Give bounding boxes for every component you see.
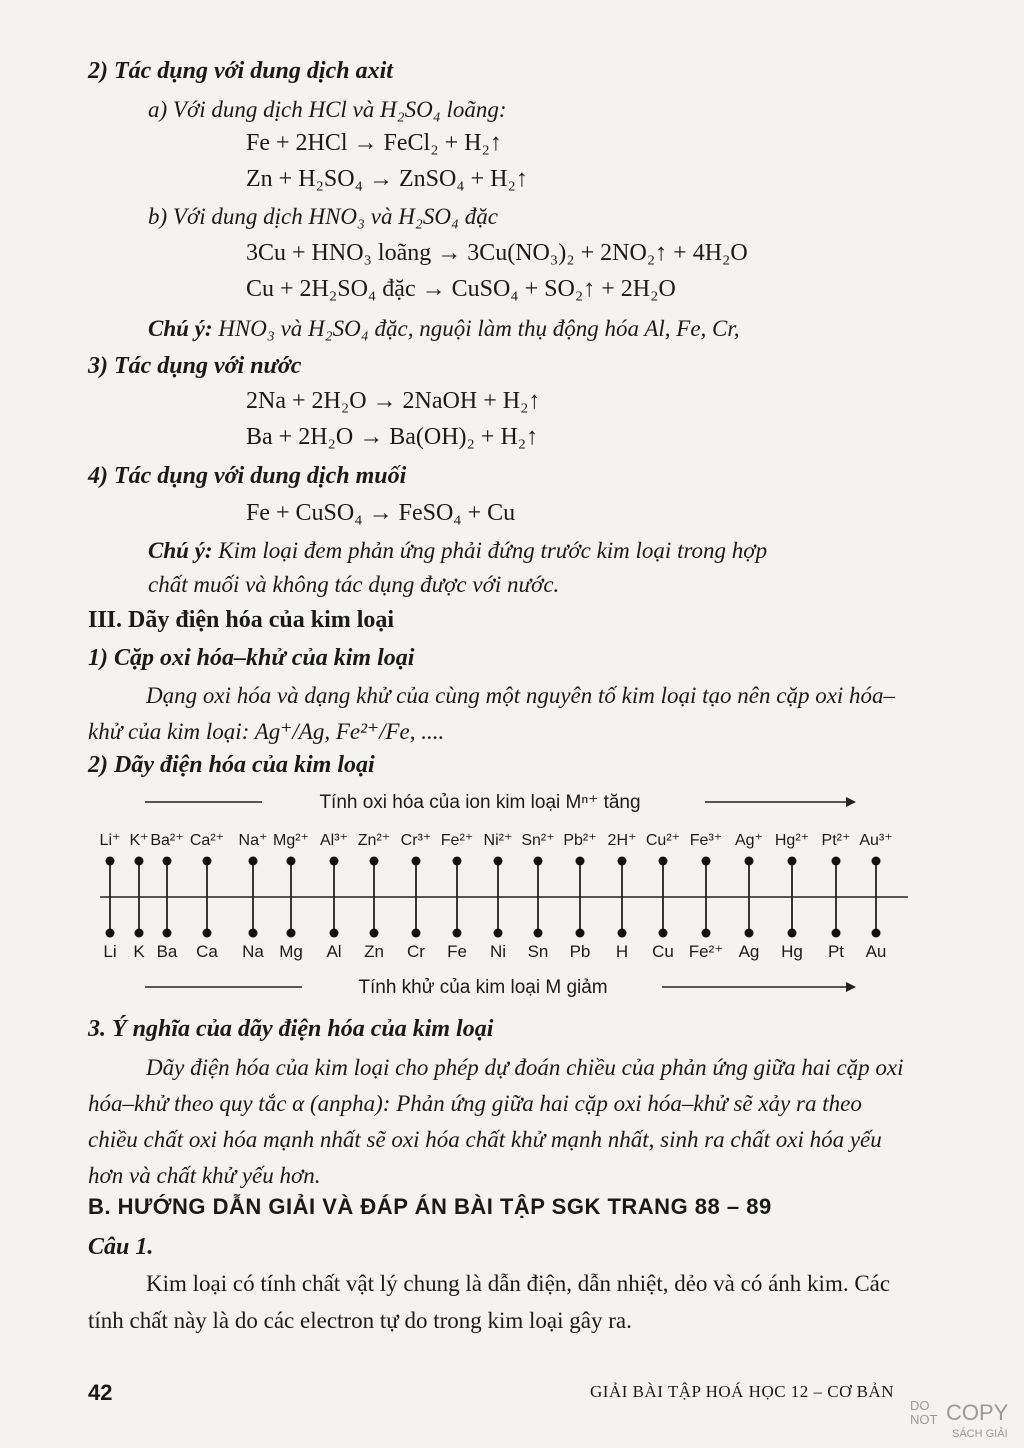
- note-text: HNO₃ và H₂SO₄ đặc, nguội làm thụ động hóa Al, Fe, Cr,: [218, 316, 740, 341]
- ion-dot: [370, 857, 379, 866]
- metal-label: Pb: [569, 942, 591, 961]
- metal-dot: [163, 929, 172, 938]
- equation-cu-hno3: 3Cu + HNO₃ loãng → 3Cu(NO₃)₂ + 2NO₂↑ + 4H₂O: [246, 240, 748, 266]
- metal-dot: [135, 929, 144, 938]
- ion-label: Ca²⁺: [189, 832, 225, 849]
- ion-label: Fe³⁺: [689, 832, 723, 849]
- ion-dot: [618, 857, 627, 866]
- reduction-arrow-head: [846, 982, 856, 992]
- metal-dot: [453, 929, 462, 938]
- subsection-2-title: 2) Dãy điện hóa của kim loại: [88, 752, 375, 778]
- metal-label: Hg: [781, 942, 803, 961]
- metal-label: Ag: [738, 942, 760, 961]
- ion-dot: [534, 857, 543, 866]
- ion-label: Ba²⁺: [150, 832, 184, 849]
- metal-dot: [534, 929, 543, 938]
- metal-dot: [788, 929, 797, 938]
- equation-fe-hcl: Fe + 2HCl → FeCl₂ + H₂↑: [246, 130, 502, 156]
- sec2-item-a: a) Với dung dịch HCl và H₂SO₄ loãng:: [148, 97, 507, 122]
- ion-dot: [832, 857, 841, 866]
- ion-dot: [287, 857, 296, 866]
- watermark-site: SÁCH GIẢI: [952, 1428, 1008, 1440]
- metal-label: Sn: [527, 942, 549, 961]
- watermark-logo: [908, 1398, 1020, 1444]
- book-title: GIẢI BÀI TẬP HOÁ HỌC 12 – CƠ BẢN: [590, 1382, 895, 1401]
- metal-label: Na: [242, 942, 264, 961]
- equation-ba-h2o: Ba + 2H₂O → Ba(OH)₂ + H₂↑: [246, 424, 539, 450]
- metal-label: Au: [865, 942, 887, 961]
- ion-dot: [745, 857, 754, 866]
- ion-label: Pt²⁺: [821, 832, 851, 849]
- equation-na-h2o: 2Na + 2H₂O → 2NaOH + H₂↑: [246, 388, 541, 414]
- metal-label: Fe: [447, 942, 467, 961]
- sec2-note: [148, 316, 740, 342]
- question-1-title: Câu 1.: [88, 1234, 154, 1260]
- subsection-3-text: Dãy điện hóa của kim loại cho phép dự đoán chiều của phản ứng giữa hai cặp oxi hóa–khử theo quy tắc α (anpha): Phản ứng giữa hai cặp oxi hóa–khử sẽ xảy ra theo chiều chất oxi hóa mạnh nhất sẽ oxi hóa chất khử mạnh nhất, sinh ra chất oxi hóa yếu hơn và chất khử yếu hơn.: [88, 1055, 904, 1188]
- oxidation-arrow-head: [846, 797, 856, 807]
- metal-dot: [249, 929, 258, 938]
- subsection-1-text: Dạng oxi hóa và dạng khử của cùng một nguyên tố kim loại tạo nên cặp oxi hóa–khử của kim loại: Ag⁺/Ag, Fe²⁺/Fe, ....: [88, 683, 896, 744]
- metal-dot: [659, 929, 668, 938]
- ion-label: Zn²⁺: [357, 832, 391, 849]
- metal-label: Zn: [364, 942, 384, 961]
- page-number: 42: [88, 1380, 113, 1405]
- metal-dot: [494, 929, 503, 938]
- oxidation-trend-label: Tính oxi hóa của ion kim loại Mⁿ⁺ tăng: [319, 792, 641, 813]
- ion-dot: [135, 857, 144, 866]
- question-1-answer: Kim loại có tính chất vật lý chung là dẫn điện, dẫn nhiệt, dẻo và có ánh kim. Các tính chất này là do các electron tự do trong kim loại gây ra.: [88, 1271, 891, 1333]
- ion-dot: [702, 857, 711, 866]
- metal-label: Li: [103, 942, 117, 961]
- metal-dot: [872, 929, 881, 938]
- note-label: Chú ý:: [148, 316, 213, 341]
- watermark-do: DO: [910, 1398, 930, 1413]
- ion-label: Al³⁺: [320, 832, 348, 849]
- metal-dot: [576, 929, 585, 938]
- ion-label: Sn²⁺: [521, 832, 555, 849]
- sec2-item-b: b) Với dung dịch HNO₃ và H₂SO₄ đặc: [148, 204, 498, 229]
- ion-dot: [106, 857, 115, 866]
- section-2-title: 2) Tác dụng với dung dịch axit: [88, 58, 393, 84]
- ion-label: Cu²⁺: [645, 832, 681, 849]
- ion-dot: [576, 857, 585, 866]
- ion-label: Mg²⁺: [273, 832, 309, 849]
- ion-dot: [872, 857, 881, 866]
- ion-label: Pb²⁺: [563, 832, 597, 849]
- ion-label: Fe²⁺: [440, 832, 474, 849]
- metal-label: Mg: [279, 942, 303, 961]
- ion-label: Hg²⁺: [774, 832, 810, 849]
- ion-dot: [494, 857, 503, 866]
- ion-label: Na⁺: [238, 832, 268, 849]
- metal-dot: [702, 929, 711, 938]
- section-4-title: 4) Tác dụng với dung dịch muối: [88, 463, 407, 489]
- ion-dot: [412, 857, 421, 866]
- metal-dot: [330, 929, 339, 938]
- metal-label: Pt: [827, 942, 845, 961]
- metal-label: Cr: [407, 942, 425, 961]
- ion-label: Li⁺: [99, 832, 121, 849]
- note-text: Kim loại đem phản ứng phải đứng trước kim loại trong hợp: [218, 538, 768, 563]
- metal-label: Ca: [196, 942, 218, 961]
- metal-label: Fe²⁺: [688, 942, 724, 961]
- equation-fe-cuso4: Fe + CuSO₄ → FeSO₄ + Cu: [246, 500, 516, 526]
- metal-dot: [745, 929, 754, 938]
- metal-dot: [618, 929, 627, 938]
- section-3-title: 3) Tác dụng với nước: [88, 353, 302, 379]
- watermark-not: NOT: [910, 1412, 938, 1427]
- ion-label: Cr³⁺: [400, 832, 432, 849]
- ion-dot: [249, 857, 258, 866]
- metal-label: H: [615, 942, 629, 961]
- metal-label: Ni: [489, 942, 507, 961]
- metal-label: K: [133, 942, 145, 961]
- ion-dot: [163, 857, 172, 866]
- metal-dot: [370, 929, 379, 938]
- sec4-note-line1: [148, 538, 767, 564]
- metal-dot: [412, 929, 421, 938]
- equation-zn-h2so4: Zn + H₂SO₄ → ZnSO₄ + H₂↑: [246, 166, 528, 192]
- ion-dot: [453, 857, 462, 866]
- equation-cu-h2so4: Cu + 2H₂SO₄ đặc → CuSO₄ + SO₂↑ + 2H₂O: [246, 276, 676, 302]
- metal-dot: [203, 929, 212, 938]
- ion-label: 2H⁺: [607, 832, 637, 849]
- ion-label: Au³⁺: [859, 832, 893, 849]
- metal-label: Ba: [156, 942, 178, 961]
- electrochemical-series-diagram: [0, 780, 1024, 1000]
- subsection-1-title: 1) Cặp oxi hóa–khử của kim loại: [88, 645, 415, 671]
- sec4-note-line2: chất muối và không tác dụng được với nước.: [148, 572, 560, 597]
- metal-label: Cu: [652, 942, 674, 961]
- metal-dot: [287, 929, 296, 938]
- ion-dot: [788, 857, 797, 866]
- part-b-title: B. HƯỚNG DẪN GIẢI VÀ ĐÁP ÁN BÀI TẬP SGK TRANG 88 – 89: [88, 1194, 772, 1219]
- metal-label: Al: [326, 942, 342, 961]
- note-label: Chú ý:: [148, 538, 213, 563]
- ion-dot: [659, 857, 668, 866]
- ion-label: K⁺: [129, 832, 149, 849]
- reduction-trend-label: Tính khử của kim loại M giảm: [358, 977, 608, 998]
- metal-dot: [106, 929, 115, 938]
- watermark-copy: COPY: [946, 1400, 1009, 1425]
- ion-label: Ag⁺: [734, 832, 764, 849]
- subsection-3-title: 3. Ý nghĩa của dãy điện hóa của kim loại: [88, 1016, 494, 1042]
- ion-label: Ni²⁺: [483, 832, 513, 849]
- ion-dot: [330, 857, 339, 866]
- ion-dot: [203, 857, 212, 866]
- metal-dot: [832, 929, 841, 938]
- part-3-title: III. Dãy điện hóa của kim loại: [88, 607, 395, 633]
